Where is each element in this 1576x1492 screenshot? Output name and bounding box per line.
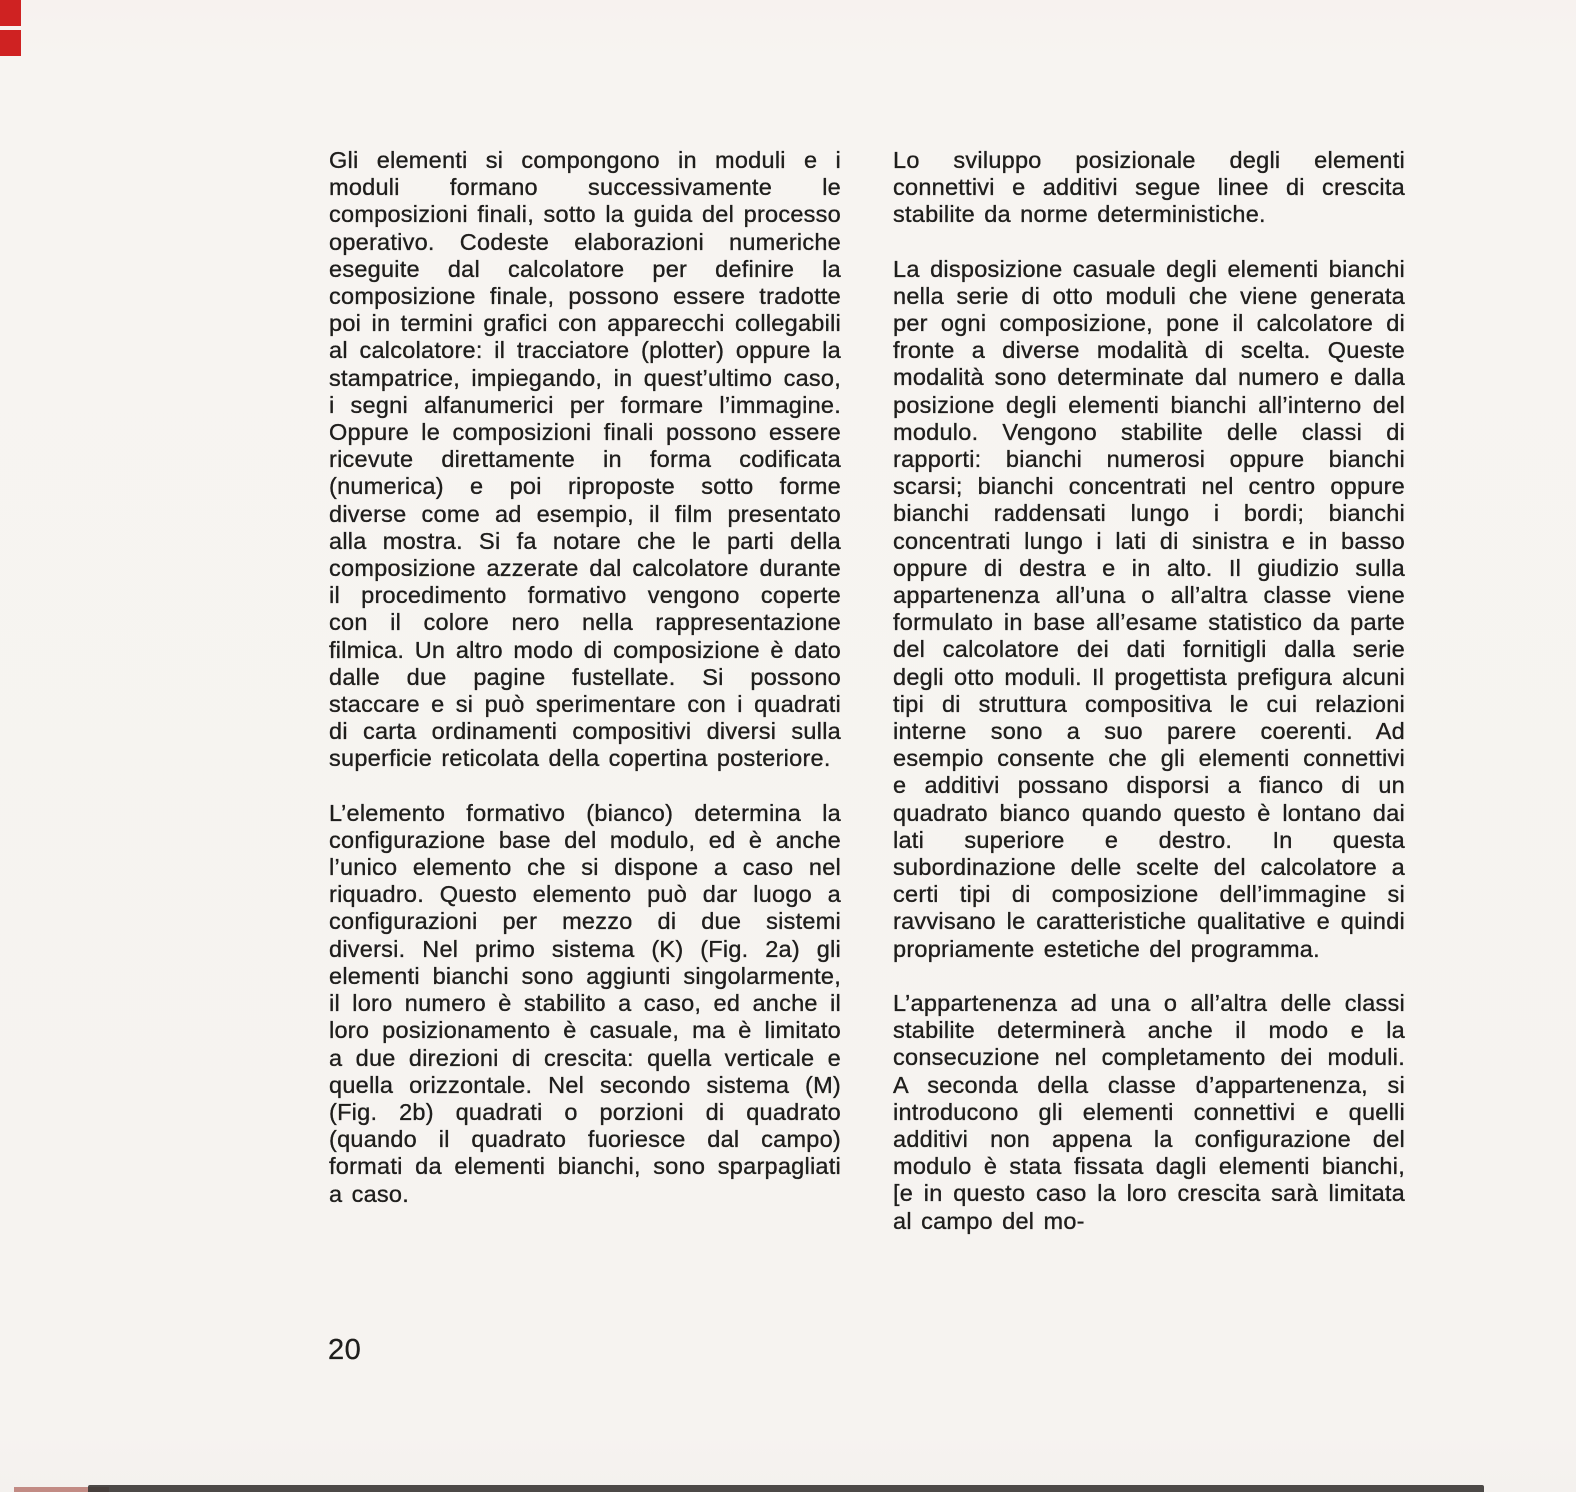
- page-number: 20: [328, 1334, 362, 1366]
- paragraph-right-3: L’appartenenza ad una o all’altra delle classi stabilite determinerà anche il modo e la consecuzione nel completamento dei moduli. A seconda della classe d’appartenenza, si introducono gli elementi connettivi e quelli additivi non appena la configurazione del modulo è stata fissata dagli elementi bianchi, [e in questo caso la loro crescita sarà limitata al campo del mo-: [893, 989, 1405, 1234]
- registration-mark-top-1: [0, 0, 21, 26]
- paragraph-left-2: L’elemento formativo (bianco) determina la configurazione base del modulo, ed è anche l’unico elemento che si dispone a caso nel riquadro. Questo elemento può dar luogo a configurazioni per mezzo di due sistemi diversi. Nel primo sistema (K) (Fig. 2a) gli elementi bianchi sono aggiunti singolarmente, il loro numero è stabilito a caso, ed anche il loro posizionamento è casuale, ma è limitato a due direzioni di crescita: quella verticale e quella orizzontale. Nel secondo sistema (M) (Fig. 2b) quadrati o porzioni di quadrato (quando il quadrato fuoriesce dal campo) formati da elementi bianchi, sono sparpagliati a caso.: [329, 799, 841, 1207]
- registration-mark-top-2: [0, 30, 21, 56]
- paragraph-left-1: Gli elementi si compongono in moduli e i moduli formano successivamente le composizioni finali, sotto la guida del processo operativo. Codeste elaborazioni numeriche eseguite dal calcolatore per definire la composizione finale, possono essere tradotte poi in termini grafici con apparecchi collegabili al calcolatore: il tracciatore (plotter) oppure la stampatrice, impiegando, in quest’ultimo caso, i segni alfanumerici per formare l’immagine. Oppure le composizioni finali possono essere ricevute direttamente in forma codificata (numerica) e poi riproposte sotto forme diverse come ad esempio, il film presentato alla mostra. Si fa notare che le parti della composizione azzerate dal calcolatore durante il procedimento formativo vengono coperte con il colore nero nella rappresentazione filmica. Un altro modo di composizione è dato dalle due pagine fustellate. Si possono staccare e si può sperimentare con i quadrati di carta ordinamenti compositivi diversi sulla superficie reticolata della copertina posteriore.: [329, 147, 841, 772]
- left-column: [329, 147, 841, 1235]
- scan-bottom-edge-band: [88, 1485, 1484, 1492]
- paragraph-right-2: La disposizione casuale degli elementi bianchi nella serie di otto moduli che viene generata per ogni composizione, pone il calcolatore di fronte a diverse modalità di scelta. Queste modalità sono determinate dal numero e dalla posizione degli elementi bianchi all’interno del modulo. Vengono stabilite delle classi di rapporti: bianchi numerosi oppure bianchi scarsi; bianchi concentrati nel centro oppure bianchi raddensati lungo i bordi; bianchi concentrati lungo i lati di sinistra e in basso oppure di destra e in alto. Il giudizio sulla appartenenza all’una o all’altra classe viene formulato in base all’esame statistico da parte del calcolatore dei dati fornitigli dalla serie degli otto moduli. Il progettista prefigura alcuni tipi di struttura compositiva le cui relazioni interne sono a suo parere coerenti. Ad esempio consente che gli elementi connettivi e additivi possano disporsi a fianco di un quadrato bianco quando questo è lontano dai lati superiore e destro. In questa subordinazione delle scelte del calcolatore a certi tipi di composizione dell’immagine si ravvisano le caratteristiche qualitative e quindi propriamente estetiche del programma.: [893, 255, 1405, 962]
- paragraph-right-1: Lo sviluppo posizionale degli elementi connettivi e additivi segue linee di crescita stabilite da norme deterministiche.: [893, 147, 1405, 228]
- right-column: [893, 147, 1405, 1262]
